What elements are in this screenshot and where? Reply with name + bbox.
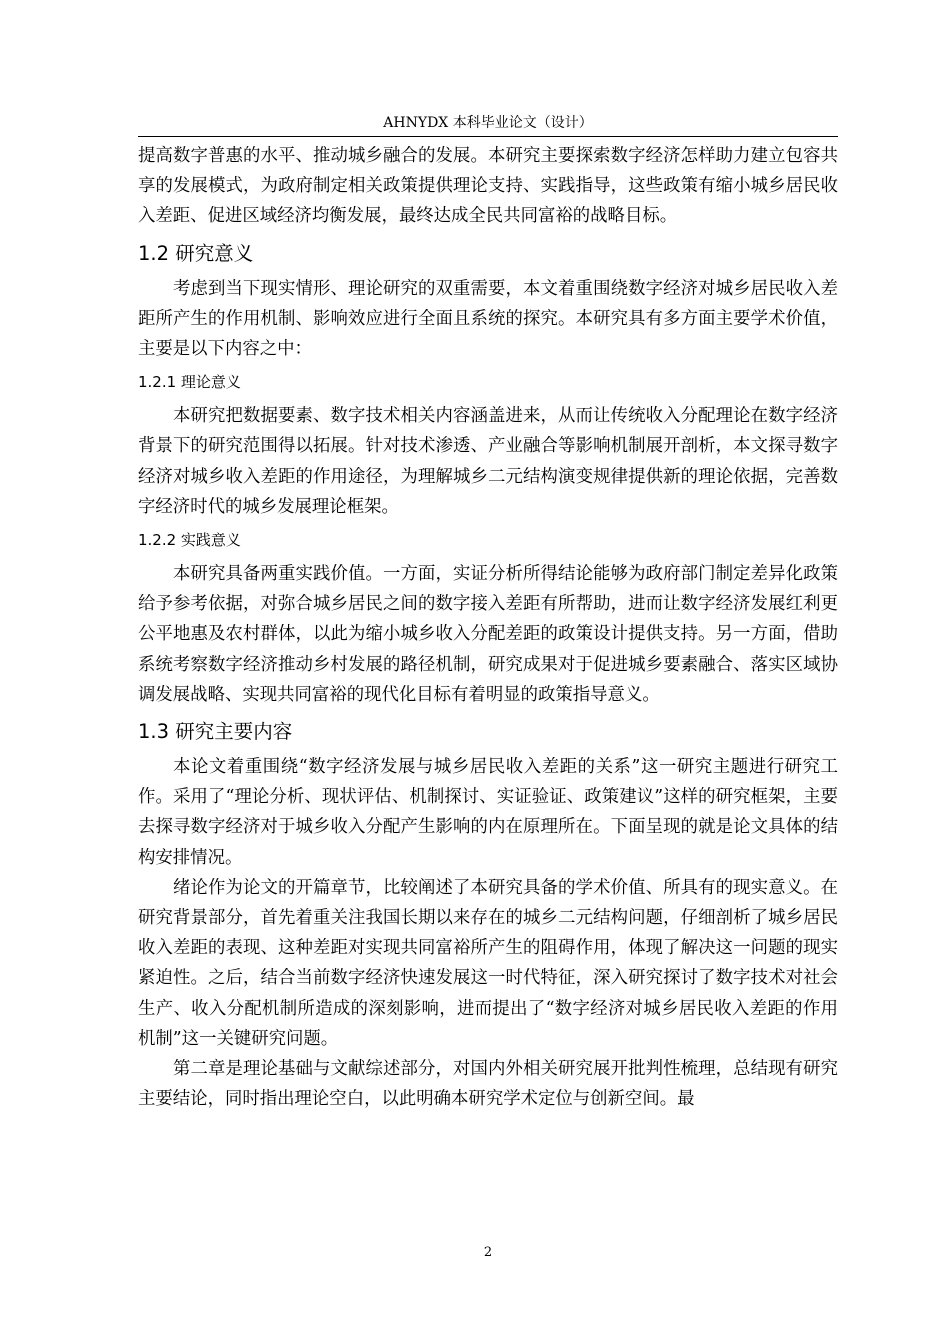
section-heading: 1.2 研究意义 [138,241,254,265]
header-rule [138,136,838,137]
paragraph: 提高数字普惠的水平、推动城乡融合的发展。本研究主要探索数字经济怎样助力建立包容共享的发展模式，为政府制定相关政策提供理论支持、实践指导，这些政策有缩小城乡居民收入差距、促进区域经济均衡发展，最终达成全民共同富裕的战略目标。 [138,146,838,227]
subsection-heading: 1.2.2 实践意义 [138,531,241,550]
page-content [138,141,838,1114]
paragraph: 本研究把数据要素、数字技术相关内容涵盖进来，从而让传统收入分配理论在数字经济背景下的研究范围得以拓展。针对技术渗透、产业融合等影响机制展开剖析，本文探寻数字经济对城乡收入差距的作用途径，为理解城乡二元结构演变规律提供新的理论依据，完善数字经济时代的城乡发展理论框架。 [138,406,838,517]
paragraph: 本论文着重围绕“数字经济发展与城乡居民收入差距的关系”这一研究主题进行研究工作。采用了“理论分析、现状评估、机制探讨、实证验证、政策建议”这样的研究框架，主要去探寻数字经济对于城乡收入分配产生影响的内在原理所在。下面呈现的就是论文具体的结构安排情况。 [138,757,838,868]
paragraph: 绪论作为论文的开篇章节，比较阐述了本研究具备的学术价值、所具有的现实意义。在研究背景部分，首先着重关注我国长期以来存在的城乡二元结构问题，仔细剖析了城乡居民收入差距的表现、这种差距对实现共同富裕所产生的阻碍作用，体现了解决这一问题的现实紧迫性。之后，结合当前数字经济快速发展这一时代特征，深入研究探讨了数字技术对社会生产、收入分配机制所造成的深刻影响，进而提出了“数字经济对城乡居民收入差距的作用机制”这一关键研究问题。 [138,877,838,1049]
page-number: 2 [483,1245,493,1260]
paragraph: 第二章是理论基础与文献综述部分，对国内外相关研究展开批判性梳理，总结现有研究主要结论，同时指出理论空白，以此明确本研究学术定位与创新空间。最 [138,1059,838,1110]
page-header: AHNYDX 本科毕业论文（设计） [383,115,593,131]
paragraph: 本研究具备两重实践价值。一方面，实证分析所得结论能够为政府部门制定差异化政策给予参考依据，对弥合城乡居民之间的数字接入差距有所帮助，进而让数字经济发展红利更公平地惠及农村群体，以此为缩小城乡收入分配差距的政策设计提供支持。另一方面，借助系统考察数字经济推动乡村发展的路径机制，研究成果对于促进城乡要素融合、落实区域协调发展战略、实现共同富裕的现代化目标有着明显的政策指导意义。 [138,564,838,705]
section-heading: 1.3 研究主要内容 [138,720,293,744]
subsection-heading: 1.2.1 理论意义 [138,373,241,392]
paragraph: 考虑到当下现实情形、理论研究的双重需要，本文着重围绕数字经济对城乡居民收入差距所产生的作用机制、影响效应进行全面且系统的探究。本研究具有多方面主要学术价值，主要是以下内容之中： [138,278,838,360]
